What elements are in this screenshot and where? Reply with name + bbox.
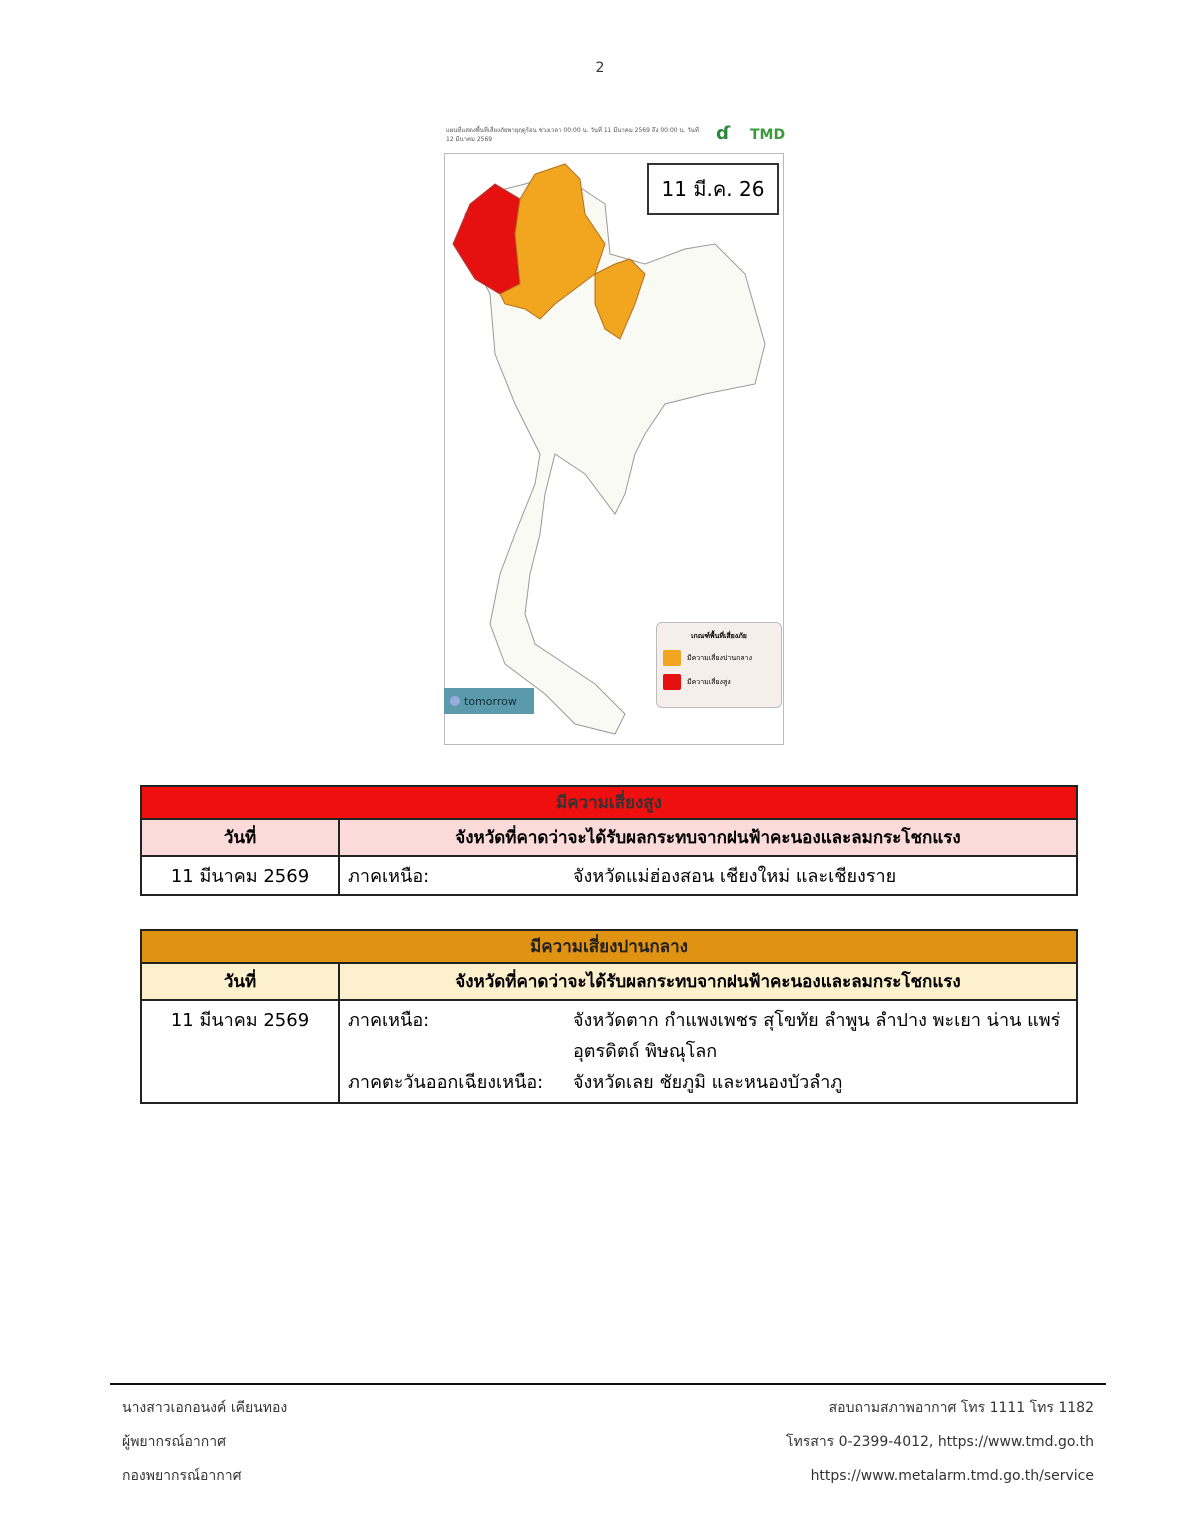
high-risk-table [140,785,1078,896]
table-row [141,856,1077,895]
medium-risk-table [140,929,1078,1104]
contact-phone: สอบถามสภาพอากาศ โทร 1111 โทร 1182 [828,1400,1094,1416]
table-title: มีความเสี่ยงปานกลาง [141,930,1077,963]
forecaster-name: นางสาวเอกอนงค์ เคียนทอง [122,1400,288,1416]
provider-logo-icon [450,696,460,706]
column-header-provinces: จังหวัดที่คาดว่าจะได้รับผลกระทบจากฝนฟ้าคะนองและลมกระโชกแรง [339,819,1077,856]
region-label: ภาคเหนือ: [348,866,430,887]
provinces-cell [339,1000,1077,1103]
map-title: แผนที่แสดงพื้นที่เสี่ยงภัยพายุฤดูร้อน ช่วงเวลา 00:00 น. วันที่ 11 มีนาคม 2569 ถึง 00:00 น. วันที่ 12 มีนาคม 2569 [446,127,699,143]
province-list: จังหวัดเลย ชัยภูมิ และหนองบัวลำภู [573,1072,843,1093]
region-label: ภาคเหนือ: [348,1010,430,1031]
service-link[interactable]: https://www.metalarm.tmd.go.th/service [810,1468,1094,1484]
region-label: ภาคตะวันออกเฉียงเหนือ: [348,1072,544,1093]
province-list: จังหวัดตาก กำแพงเพชร สุโขทัย ลำพูน ลำปาง พะเยา น่าน แพร่ อุตรดิตถ์ พิษณุโลก [573,1010,1061,1062]
column-header-date: วันที่ [141,819,339,856]
column-header-date: วันที่ [141,963,339,1000]
table-title: มีความเสี่ยงสูง [141,786,1077,819]
legend-label: มีความเสี่ยงปานกลาง [687,653,752,662]
date-cell: 11 มีนาคม 2569 [141,1000,339,1103]
legend-swatch [663,674,681,690]
contact-fax-website: โทรสาร 0-2399-4012, https://www.tmd.go.th [786,1434,1094,1450]
table-row [141,1000,1077,1103]
legend-item [663,650,781,666]
legend-swatch [663,650,681,666]
provider-name: tomorrow [464,694,517,708]
provinces-cell [339,856,1077,895]
provider-badge [444,688,534,714]
tmd-logo: TMD [750,127,786,143]
map-date-label: 11 มี.ค. 26 [647,163,779,215]
province-list: จังหวัดแม่ฮ่องสอน เชียงใหม่ และเชียงราย [573,866,897,887]
map-legend [656,622,782,708]
legend-label: มีความเสี่ยงสูง [687,677,731,686]
page-number: 2 [595,60,605,76]
date-cell: 11 มีนาคม 2569 [141,856,339,895]
risk-map [444,118,784,745]
legend-item [663,674,781,690]
agency-logo-icon: ɗ [716,123,731,144]
footer [110,1383,1106,1484]
high-risk-area [453,184,520,294]
legend-title: เกณฑ์พื้นที่เสี่ยงภัย [691,632,747,640]
forecaster-title: ผู้พยากรณ์อากาศ [122,1434,226,1450]
division-name: กองพยากรณ์อากาศ [122,1468,242,1484]
column-header-provinces: จังหวัดที่คาดว่าจะได้รับผลกระทบจากฝนฟ้าคะนองและลมกระโชกแรง [339,963,1077,1000]
